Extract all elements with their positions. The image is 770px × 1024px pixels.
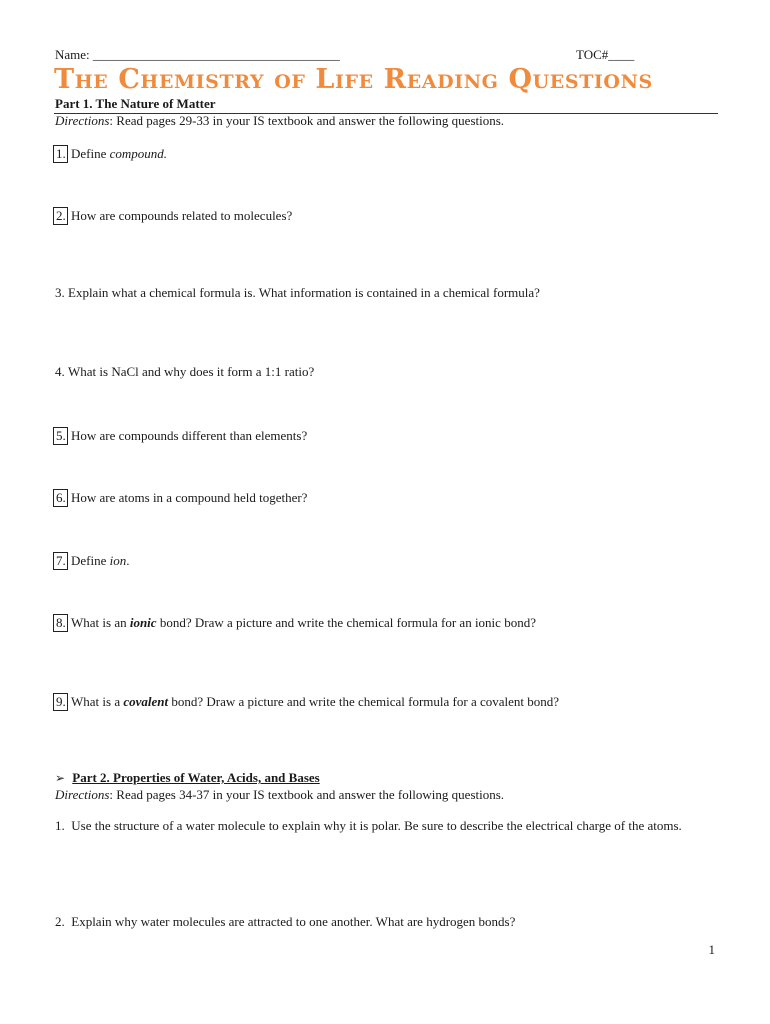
part1-question-2 <box>55 207 292 225</box>
question-text-part: Define <box>71 553 110 568</box>
arrow-bullet-icon: ➢ <box>55 771 66 785</box>
part1-heading: Part 1. The Nature of Matter <box>55 96 216 111</box>
question-text: Use the structure of a water molecule to explain why it is polar. Be sure to describe the electrical charge of the atoms. <box>71 818 682 833</box>
question-text <box>71 428 307 443</box>
question-number: 1. <box>53 145 68 163</box>
part1-directions-text: : Read pages 29-33 in your IS textbook and answer the following questions. <box>109 113 505 128</box>
question-term: ionic <box>129 615 157 630</box>
question-term: ion <box>109 553 127 568</box>
question-text: Explain why water molecules are attracted to one another. What are hydrogen bonds? <box>71 914 516 929</box>
question-text-part: How are atoms in a compound held together? <box>71 490 308 505</box>
part1-question-4 <box>55 364 314 380</box>
part2-heading-row <box>55 770 320 786</box>
part2-directions <box>55 787 504 803</box>
question-text-part: bond? Draw a picture and write the chemical formula for a covalent bond? <box>168 694 560 709</box>
question-number: 4. <box>55 364 65 379</box>
question-number: 5. <box>53 427 68 445</box>
question-text-part: What is NaCl and why does it form a 1:1 ratio? <box>68 364 315 379</box>
question-text-part: . <box>126 553 130 568</box>
question-text <box>68 285 540 300</box>
part2-directions-label: Directions <box>55 787 110 802</box>
question-text <box>68 364 314 379</box>
question-text-part: Define <box>71 146 110 161</box>
question-number: 2. <box>53 207 68 225</box>
page-number: 1 <box>708 942 715 957</box>
part1-question-3 <box>55 285 540 301</box>
part1-question-5 <box>55 427 307 445</box>
question-number: 9. <box>53 693 68 711</box>
part2-heading: Part 2. Properties of Water, Acids, and Bases <box>72 770 320 785</box>
question-text-part: How are compounds different than elements? <box>71 428 308 443</box>
question-number: 1. <box>55 818 65 833</box>
part1-question-8 <box>55 614 536 632</box>
question-number: 7. <box>53 552 68 570</box>
part2-question-1 <box>55 818 720 834</box>
name-field-line[interactable]: Name: ______________________________________ <box>55 47 340 62</box>
question-text <box>71 490 307 505</box>
part1-question-1 <box>55 145 167 163</box>
question-text-part: What is a <box>71 694 124 709</box>
question-text <box>71 146 167 161</box>
question-number: 8. <box>53 614 68 632</box>
part1-question-6 <box>55 489 307 507</box>
question-text <box>71 553 130 568</box>
question-text-part: Explain what a chemical formula is. What information is contained in a chemical formula? <box>68 285 540 300</box>
question-text-part: bond? Draw a picture and write the chemical formula for an ionic bond? <box>156 615 536 630</box>
part1-directions-label: Directions <box>55 113 110 128</box>
question-term: covalent <box>123 694 169 709</box>
part1-question-9 <box>55 693 559 711</box>
page-title: The Chemistry of Life Reading Questions <box>54 64 653 95</box>
part1-directions <box>55 113 504 129</box>
part2-question-2 <box>55 914 515 930</box>
question-number: 2. <box>55 914 65 929</box>
question-term: compound. <box>109 146 168 161</box>
question-number: 6. <box>53 489 68 507</box>
question-text-part: What is an <box>71 615 130 630</box>
question-text <box>71 208 292 223</box>
question-text <box>71 694 559 709</box>
question-number: 3. <box>55 285 65 300</box>
part1-question-7 <box>55 552 130 570</box>
part2-directions-text: : Read pages 34-37 in your IS textbook and answer the following questions. <box>109 787 505 802</box>
question-text-part: How are compounds related to molecules? <box>71 208 293 223</box>
question-text <box>71 615 536 630</box>
toc-field-line[interactable]: TOC#____ <box>576 47 635 62</box>
